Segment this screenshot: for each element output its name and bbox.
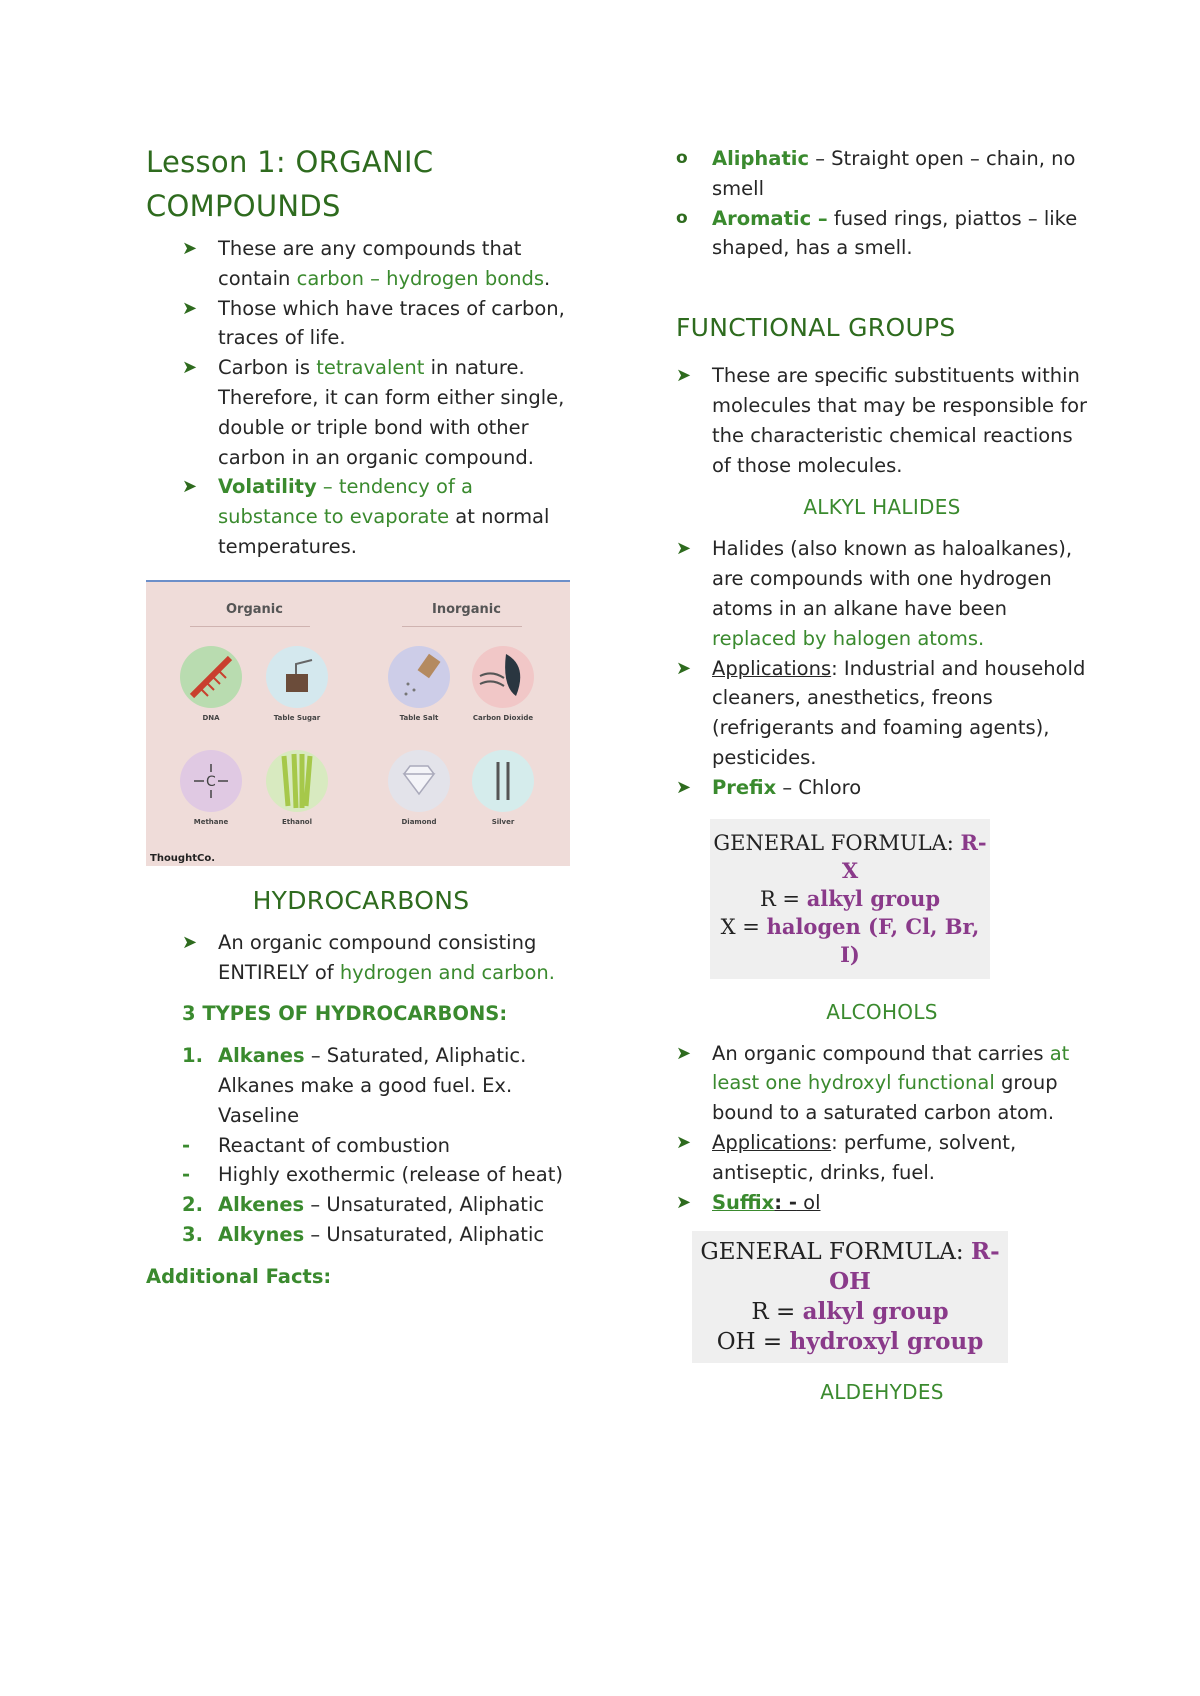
text: Carbon is	[218, 356, 317, 380]
ethanol-icon	[266, 750, 328, 812]
text: OH =	[716, 1329, 790, 1356]
highlight: R-OH	[829, 1238, 1000, 1296]
text: – Saturated, Aliphatic. Alkanes make a good fuel. Ex. Vaseline	[218, 1044, 527, 1127]
text: GENERAL FORMULA:	[713, 830, 961, 855]
salt-icon	[388, 646, 450, 708]
hydrocarbons-heading: HYDROCARBONS	[252, 885, 470, 915]
aldehydes-heading: ALDEHYDES	[820, 1380, 944, 1405]
figure-caption: DNA	[202, 713, 220, 722]
list-item	[672, 773, 1092, 803]
divider	[402, 626, 522, 627]
co2-icon	[472, 646, 534, 708]
formula-line	[710, 829, 990, 885]
text: ol	[796, 1190, 821, 1214]
list-item	[146, 1131, 576, 1161]
list-item	[146, 1041, 576, 1130]
list-item	[672, 1188, 1092, 1218]
term: Alkenes	[218, 1193, 305, 1217]
term: Applications	[712, 656, 832, 680]
text: R =	[759, 886, 807, 911]
sugar-icon	[266, 646, 328, 708]
list-item	[672, 204, 1092, 264]
text: Reactant of combustion	[218, 1133, 451, 1157]
text: Halides (also known as haloalkanes), are compounds with one hydrogen atoms in an alkane have been	[712, 537, 1073, 620]
arrow-bullet-icon: ➤	[182, 476, 198, 498]
text: R =	[751, 1299, 803, 1326]
hydrocarbon-kinds-list	[672, 144, 1092, 263]
highlight: hydrogen and carbon.	[339, 960, 555, 984]
term: Suffix	[712, 1190, 775, 1214]
list-item	[146, 1220, 576, 1250]
alcohol-formula-box	[692, 1231, 1008, 1363]
term: Aliphatic	[712, 147, 810, 170]
text: at normal temperatures.	[218, 505, 550, 558]
list-item	[146, 928, 576, 988]
highlight: replaced by halogen atoms.	[712, 626, 985, 650]
item-number: 2.	[182, 1193, 203, 1217]
item-number: 1.	[182, 1044, 203, 1068]
term: Applications	[712, 1130, 832, 1154]
types-list	[146, 1041, 576, 1250]
item-number: 3.	[182, 1222, 203, 1246]
types-heading	[146, 999, 576, 1029]
circle-bullet-icon: o	[676, 207, 688, 228]
arrow-bullet-icon: ➤	[182, 238, 198, 259]
list-item	[146, 1160, 576, 1190]
text: Highly exothermic (release of heat)	[218, 1163, 563, 1187]
highlight: tetravalent	[316, 356, 425, 380]
alkyl-halides-list	[672, 534, 1092, 802]
highlight: halogen (F, Cl, Br, I)	[766, 913, 980, 967]
list-item	[672, 361, 1092, 480]
list-item	[146, 353, 576, 472]
highlight: – tendency of a substance to evaporate	[218, 475, 473, 529]
right-column	[672, 140, 1092, 1407]
highlight: at least one hydroxyl functional	[712, 1041, 1070, 1095]
highlight: alkyl group	[806, 885, 941, 911]
list-item	[672, 144, 1092, 204]
figure-caption: Carbon Dioxide	[472, 713, 534, 722]
text: These are any compounds that contain	[218, 237, 522, 290]
arrow-bullet-icon: ➤	[676, 538, 692, 560]
term: Alkynes	[218, 1222, 305, 1246]
arrow-bullet-icon: ➤	[676, 365, 692, 387]
figure-caption: Table Salt	[399, 713, 439, 722]
highlight: alkyl group	[802, 1298, 949, 1326]
list-item	[672, 654, 1092, 773]
dash-bullet-icon: -	[182, 1163, 191, 1187]
additional-facts-heading: Additional Facts:	[146, 1264, 332, 1288]
list-item	[672, 534, 1092, 653]
divider	[190, 626, 310, 627]
silver-icon	[472, 750, 534, 812]
figure-organic-header: Organic	[226, 601, 283, 617]
text: : -	[774, 1190, 797, 1214]
figure-caption: Methane	[193, 817, 229, 826]
figure-caption: Table Sugar	[273, 713, 321, 722]
highlight: R-X	[841, 829, 987, 883]
text: group bound to a saturated carbon atom.	[712, 1071, 1058, 1125]
left-column	[146, 140, 576, 1292]
figure-caption: Silver	[491, 817, 515, 826]
dna-icon	[180, 646, 242, 708]
list-item	[146, 294, 576, 354]
alkyl-formula-box	[710, 819, 990, 979]
text: An organic compound that carries	[712, 1041, 1050, 1065]
intro-list	[146, 234, 576, 562]
text: in nature. Therefore, it can form either single, double or triple bond with other carbon in an organic compound.	[218, 356, 565, 469]
term: Prefix	[712, 775, 777, 799]
arrow-bullet-icon: ➤	[676, 657, 692, 679]
list-item	[146, 1190, 576, 1220]
figure-brand-logo: ThoughtCo.	[150, 852, 215, 864]
highlight: carbon – hydrogen bonds	[296, 266, 545, 290]
arrow-bullet-icon: ➤	[676, 1191, 692, 1213]
formula-line	[710, 913, 990, 969]
arrow-bullet-icon: ➤	[182, 931, 198, 953]
functional-groups-heading: FUNCTIONAL GROUPS	[676, 313, 956, 343]
figure-caption: Diamond	[401, 817, 437, 826]
formula-line	[692, 1237, 1008, 1297]
list-item	[672, 1128, 1092, 1188]
circle-bullet-icon: o	[676, 148, 688, 168]
term: Volatility	[218, 475, 317, 499]
alcohols-heading: ALCOHOLS	[826, 999, 938, 1024]
arrow-bullet-icon: ➤	[182, 297, 198, 319]
text: An organic compound consisting ENTIRELY of	[218, 930, 537, 984]
term: Alkanes	[218, 1044, 305, 1068]
formula-line	[692, 1297, 1008, 1327]
list-item	[672, 1039, 1092, 1128]
formula-line	[692, 1327, 1008, 1357]
text: : perfume, solvent, antiseptic, drinks, fuel.	[712, 1130, 1017, 1184]
text: X =	[720, 914, 767, 939]
text: Those which have traces of carbon, traces of life.	[218, 296, 565, 350]
highlight: hydroxyl group	[789, 1328, 984, 1356]
figure-caption: Ethanol	[281, 817, 313, 826]
text: – Straight open – chain, no smell	[712, 147, 1076, 200]
page-title: Lesson 1: ORGANIC COMPOUNDS	[146, 145, 434, 223]
methane-icon	[180, 750, 242, 812]
text: – Chloro	[776, 775, 862, 799]
functional-groups-list	[672, 361, 1092, 480]
text: fused rings, piattos – like shaped, has a smell.	[712, 206, 1078, 260]
term: Aromatic –	[712, 206, 828, 230]
arrow-bullet-icon: ➤	[676, 1131, 692, 1153]
alkyl-halides-heading: ALKYL HALIDES	[803, 495, 961, 520]
arrow-bullet-icon: ➤	[676, 776, 692, 798]
figure-inorganic-header: Inorganic	[432, 601, 501, 617]
hydrocarbons-list	[146, 928, 576, 988]
organic-inorganic-figure	[146, 580, 570, 866]
alcohols-list	[672, 1039, 1092, 1218]
list-item	[146, 472, 576, 561]
arrow-bullet-icon: ➤	[676, 1042, 692, 1064]
text: : Industrial and household cleaners, anesthetics, freons (refrigerants and foaming agents), pesticides.	[712, 656, 1086, 769]
arrow-bullet-icon: ➤	[182, 357, 198, 379]
formula-line	[710, 885, 990, 913]
text: GENERAL FORMULA:	[700, 1239, 971, 1266]
list-item: ➤ These are any compounds that contain carbon – hydrogen bonds.	[146, 234, 576, 294]
diamond-icon	[388, 750, 450, 812]
dash-bullet-icon: -	[182, 1133, 191, 1157]
text: – Unsaturated, Aliphatic	[304, 1222, 545, 1246]
text: 3 TYPES OF HYDROCARBONS:	[182, 1002, 508, 1026]
svg-text:C: C	[206, 773, 216, 790]
text: – Unsaturated, Aliphatic	[304, 1193, 545, 1217]
text: These are specific substituents within molecules that may be responsible for the characteristic chemical reactions of those molecules.	[712, 364, 1088, 477]
